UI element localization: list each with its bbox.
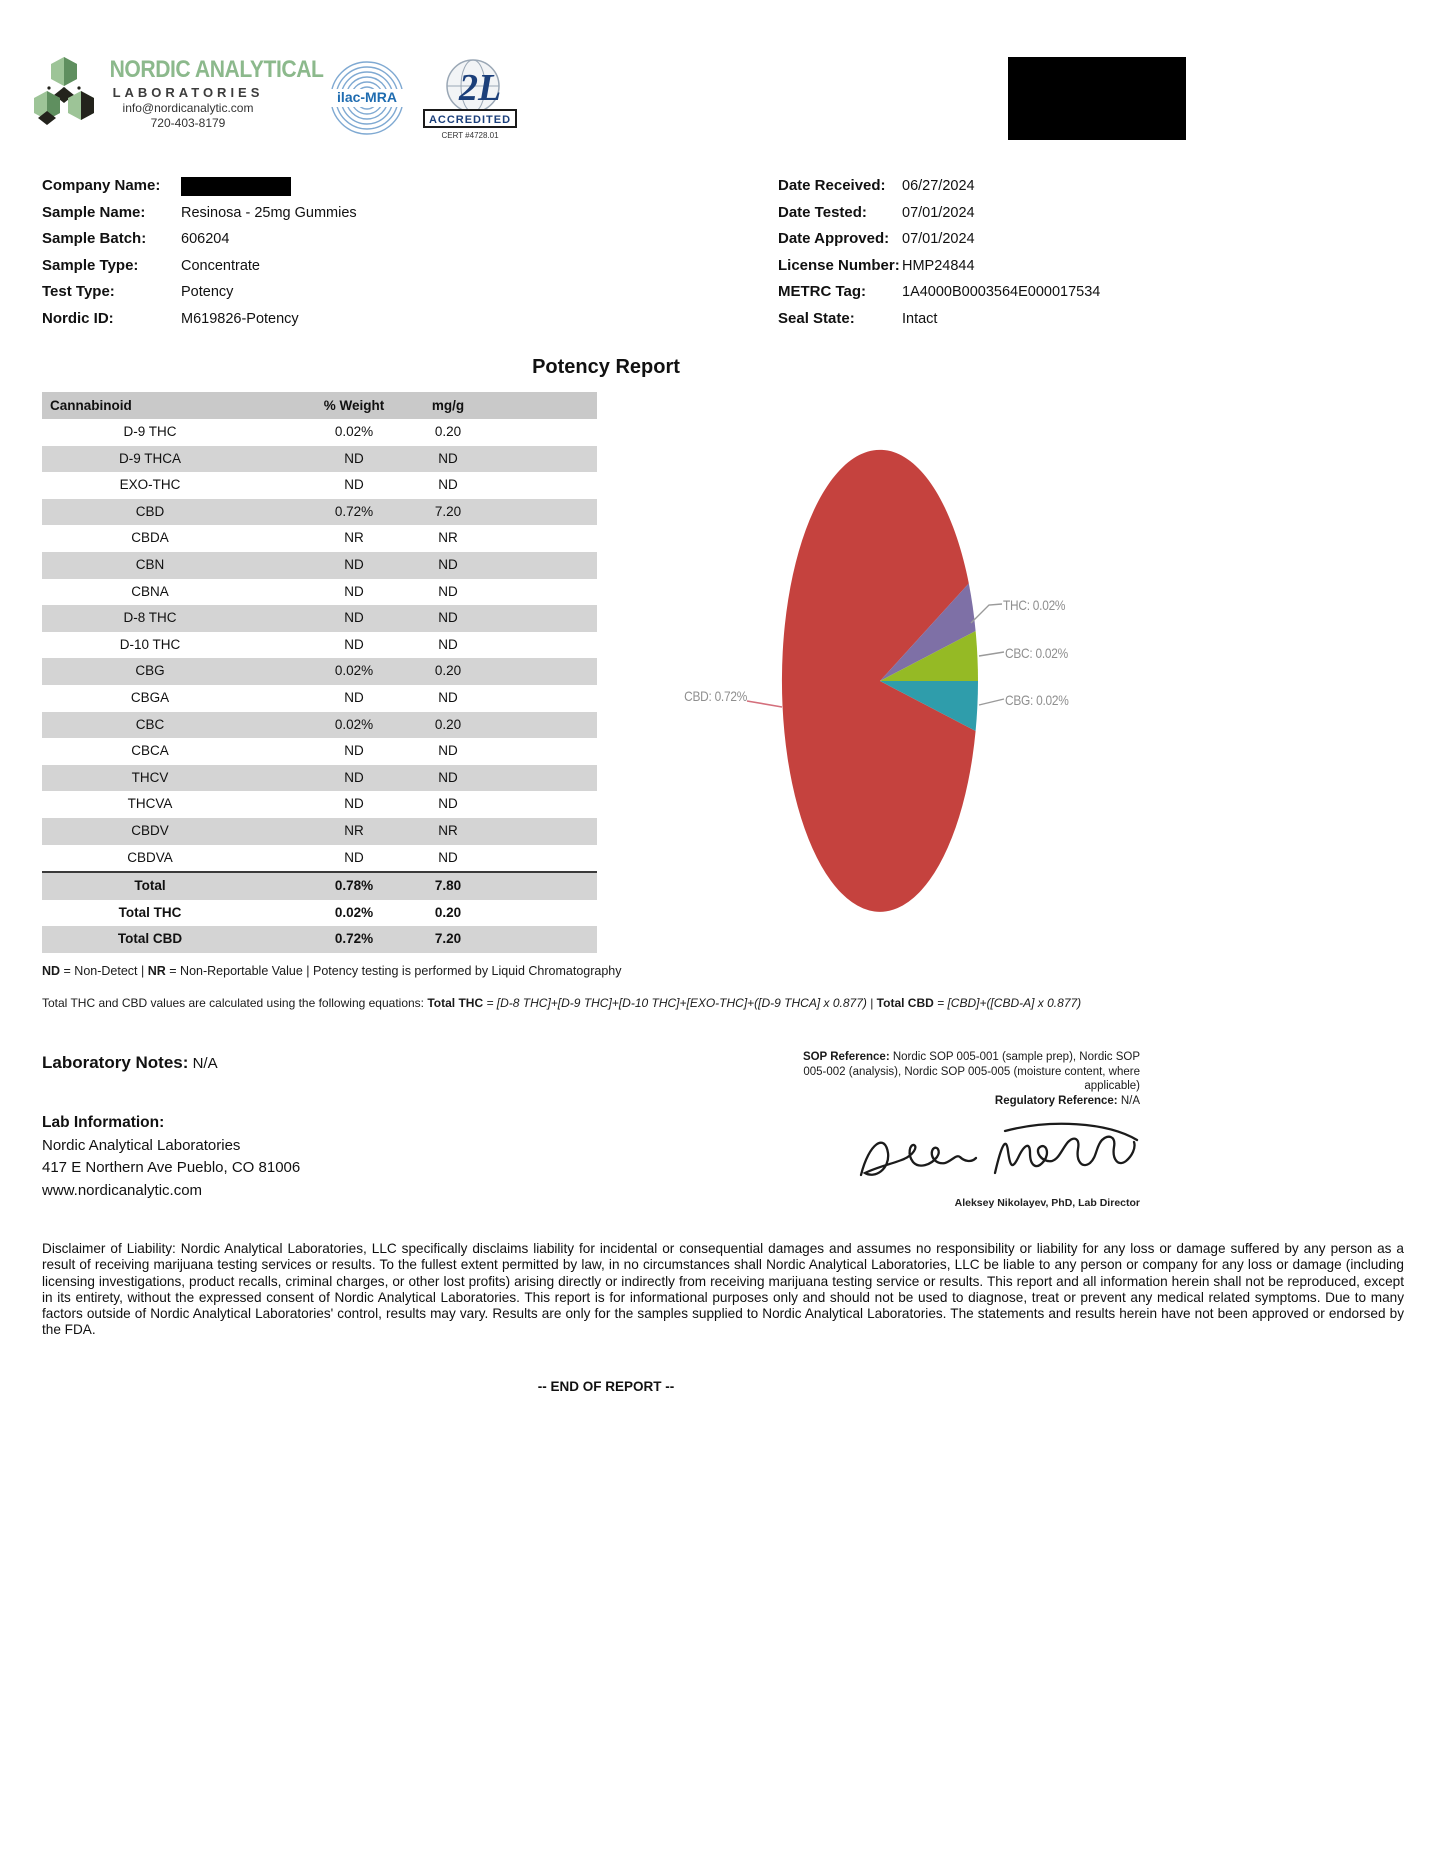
potency-table	[42, 392, 597, 953]
cannabinoid-name: Total CBD	[117, 931, 183, 947]
table-total-row	[42, 871, 597, 900]
cannabinoid-name: CBN	[135, 556, 165, 572]
mgg-value: ND	[438, 636, 458, 652]
lab-information	[42, 1112, 300, 1202]
table-row	[42, 419, 597, 446]
mgg-value: ND	[438, 450, 458, 466]
table-row	[42, 552, 597, 579]
info-label: Company Name:	[42, 177, 161, 194]
info-label: Date Tested:	[778, 203, 867, 221]
info-label: Date Received:	[778, 177, 886, 194]
mgg-value: 7.80	[434, 878, 462, 894]
mgg-value: ND	[438, 556, 458, 572]
equations-line: Total THC and CBD values are calculated using the following equations: Total THC = [D-8 THC]+[D-9 THC]+[D-10 THC]+[EXO-THC]+([D-9 THCA] x 0.877) | Total CBD = [CBD]+([CBD-A] x 0.877)	[42, 996, 1082, 1010]
table-row	[42, 685, 597, 712]
lab-website: www.nordicanalytic.com	[42, 1181, 203, 1199]
weight-value: 0.02%	[334, 424, 374, 439]
table-footnote: ND = Non-Detect | NR = Non-Reportable Value | Potency testing is performed by Liquid Chromatography	[42, 964, 622, 978]
info-label: License Number:	[778, 256, 900, 274]
weight-value: ND	[344, 636, 364, 652]
info-row	[42, 226, 662, 253]
laboratory-notes-value: N/A	[192, 1055, 218, 1072]
info-value: Potency	[181, 284, 234, 301]
table-total-row	[42, 926, 597, 953]
table-row	[42, 818, 597, 845]
pie-label-thc: THC: 0.02%	[1003, 597, 1066, 613]
mgg-value: 0.20	[434, 904, 462, 920]
table-row	[42, 446, 597, 473]
info-label: Seal State:	[778, 309, 855, 327]
info-row	[778, 200, 1418, 227]
weight-value: 0.72%	[334, 931, 374, 947]
sample-info-right	[778, 173, 1418, 333]
laboratory-notes	[42, 1053, 218, 1073]
cannabinoid-name: CBCA	[131, 743, 169, 759]
leader-line-cbc	[979, 652, 1004, 656]
table-total-row	[42, 900, 597, 927]
brand-email: info@nordicanalytic.com	[122, 101, 254, 115]
lab-director-caption: Aleksey Nikolayev, PhD, Lab Director	[954, 1197, 1140, 1209]
mgg-value: 0.20	[434, 663, 462, 679]
info-value: Intact	[902, 310, 938, 327]
mgg-value: ND	[438, 796, 458, 812]
cannabinoid-name: EXO-THC	[119, 477, 181, 493]
pie-label-cbd: CBD: 0.72%	[684, 688, 747, 704]
info-value: 07/01/2024	[902, 231, 975, 248]
pie-label-cbc: CBC: 0.02%	[1005, 645, 1068, 661]
cannabinoid-name: D-9 THCA	[118, 450, 181, 466]
mgg-value: ND	[438, 477, 458, 493]
weight-value: 0.02%	[334, 663, 374, 679]
weight-value: NR	[344, 530, 364, 546]
mgg-value: 0.20	[434, 424, 462, 439]
info-value: Concentrate	[181, 257, 260, 274]
cannabinoid-name: CBDV	[131, 822, 169, 838]
weight-value: ND	[344, 796, 364, 812]
weight-value: ND	[344, 450, 364, 466]
cannabinoid-name: CBDA	[131, 530, 169, 546]
info-value: M619826-Potency	[181, 310, 299, 327]
info-row	[42, 306, 662, 333]
info-row	[778, 279, 1418, 306]
end-of-report: -- END OF REPORT --	[537, 1379, 675, 1394]
weight-value: ND	[344, 743, 364, 759]
cannabinoid-name: CBD	[135, 503, 165, 519]
table-body	[42, 419, 597, 953]
info-row	[778, 306, 1418, 333]
cannabinoid-name: D-8 THC	[123, 610, 177, 626]
ilac-mra-logo	[328, 58, 406, 138]
weight-value: ND	[344, 556, 364, 572]
info-label: Test Type:	[42, 283, 115, 301]
weight-value: ND	[344, 769, 364, 785]
weight-value: 0.72%	[334, 503, 374, 519]
info-value: 1A4000B0003564E000017534	[902, 284, 1101, 301]
weight-value: NR	[344, 822, 364, 838]
info-row	[778, 253, 1418, 280]
redacted-company-name	[181, 177, 291, 196]
brand-name: NORDIC ANALYTICAL	[109, 56, 324, 83]
cannabinoid-name: Total THC	[118, 904, 182, 920]
weight-value: 0.78%	[334, 878, 374, 894]
cannabinoid-name: CBDVA	[127, 849, 173, 865]
brand-block	[95, 56, 324, 130]
laboratory-notes-label: Laboratory Notes:	[42, 1053, 189, 1072]
cannabinoid-name: CBG	[135, 663, 165, 679]
mgg-value: NR	[438, 530, 458, 546]
mgg-value: 7.20	[434, 503, 462, 519]
nr-abbr: NR	[147, 964, 166, 978]
regulatory-reference: Regulatory Reference: N/A	[994, 1094, 1140, 1107]
info-label: Sample Name:	[42, 203, 146, 221]
table-row	[42, 658, 597, 685]
info-label: METRC Tag:	[778, 283, 867, 301]
table-row	[42, 605, 597, 632]
mgg-value: 0.20	[434, 716, 462, 732]
mgg-value: 7.20	[434, 931, 462, 947]
lab-address: 417 E Northern Ave Pueblo, CO 81006	[42, 1159, 301, 1176]
accredited-text: ACCREDITED	[428, 114, 512, 126]
info-label: Date Approved:	[778, 230, 890, 248]
cannabinoid-name: CBC	[135, 716, 165, 732]
info-value: 06/27/2024	[902, 178, 975, 194]
info-value: Resinosa - 25mg Gummies	[181, 204, 357, 221]
a2la-mark: 2L	[459, 67, 502, 109]
redaction-box	[1008, 57, 1186, 140]
col-header-mgg: mg/g	[431, 398, 465, 413]
table-row	[42, 712, 597, 739]
sop-reference: SOP Reference: Nordic SOP 005-001 (sample prep), Nordic SOP 005-002 (analysis), Nordic SOP 005-005 (moisture content, where applicable)	[802, 1051, 1140, 1093]
brand-subtitle: LABORATORIES	[112, 85, 264, 100]
lab-information-heading: Lab Information:	[42, 1114, 165, 1131]
mgg-value: ND	[438, 610, 458, 626]
page-title: Potency Report	[532, 356, 680, 378]
cannabinoid-name: THCVA	[127, 796, 173, 812]
pie-label-cbg: CBG: 0.02%	[1005, 692, 1069, 708]
info-row	[42, 279, 662, 306]
mgg-value: ND	[438, 583, 458, 599]
nd-abbr: ND	[42, 964, 61, 978]
leader-line-cbd	[747, 701, 782, 707]
sample-info-left	[42, 173, 662, 333]
signature	[845, 1113, 1150, 1201]
table-row	[42, 632, 597, 659]
cannabinoid-name: Total	[134, 878, 166, 894]
cannabinoid-name: CBNA	[131, 583, 169, 599]
table-row	[42, 499, 597, 526]
disclaimer-text: Disclaimer of Liability: Nordic Analytical Laboratories, LLC specifically disclaims liability for incidental or consequential damages and assumes no responsibility or liability for any loss or damage suffered by any person as a result of receiving marijuana testing services or results. To the fullest extent permitted by law, in no circumstances shall Nordic Analytical Laboratories, LLC be liable to any person or company for any loss or damage (including licensing investigations, product recalls, criminal charges, or other lost profits) arising directly or indirectly from receiving marijuana testing service or results. This report and all information herein shall not be reproduced, except in its entirety, without the expressed consent of Nordic Analytical Laboratories. This report is for informational purposes only and should not be used to diagnose, treat or prevent any medical related symptoms. Due to many factors outside of Nordic Analytical Laboratories' control, results may vary. Results are only for the samples supplied to Nordic Analytical Laboratories. The statements and results herein have not been approved or endorsed by the FDA.	[42, 1241, 1404, 1338]
mgg-value: ND	[438, 743, 458, 759]
mgg-value: NR	[438, 822, 458, 838]
col-header-cannabinoid: Cannabinoid	[50, 398, 132, 413]
leader-line-thc	[971, 604, 1002, 623]
brand-phone: 720-403-8179	[150, 116, 226, 130]
table-row	[42, 579, 597, 606]
nordic-logo	[32, 53, 96, 127]
info-row	[42, 173, 662, 200]
weight-value: ND	[344, 689, 364, 705]
table-row	[42, 472, 597, 499]
info-row	[778, 173, 1418, 200]
table-row	[42, 765, 597, 792]
info-value: 07/01/2024	[902, 204, 975, 221]
mgg-value: ND	[438, 849, 458, 865]
weight-value: ND	[344, 849, 364, 865]
info-value: 606204	[181, 231, 230, 248]
info-row	[42, 200, 662, 227]
cannabinoid-name: D-9 THC	[123, 424, 177, 439]
ilac-mra-text: ilac-MRA	[337, 89, 397, 105]
table-row	[42, 791, 597, 818]
cannabinoid-name: D-10 THC	[119, 636, 181, 652]
weight-value: 0.02%	[334, 904, 374, 920]
pie-chart	[650, 420, 1210, 940]
mgg-value: ND	[438, 689, 458, 705]
info-label: Sample Type:	[42, 256, 139, 274]
leader-line-cbg	[979, 699, 1004, 705]
cannabinoid-name: CBGA	[130, 689, 170, 705]
col-header-weight: % Weight	[323, 398, 385, 413]
sop-reference-block	[782, 1050, 1140, 1108]
info-row	[42, 253, 662, 280]
cannabinoid-name: THCV	[131, 769, 169, 785]
weight-value: ND	[344, 583, 364, 599]
lab-name: Nordic Analytical Laboratories	[42, 1136, 241, 1154]
table-header-row	[42, 392, 597, 419]
info-value: HMP24844	[902, 257, 975, 274]
a2la-accredited-logo	[415, 56, 525, 144]
weight-value: ND	[344, 477, 364, 493]
weight-value: ND	[344, 610, 364, 626]
info-label: Nordic ID:	[42, 309, 114, 327]
table-row	[42, 525, 597, 552]
info-label: Sample Batch:	[42, 230, 147, 248]
table-row	[42, 738, 597, 765]
cert-number: CERT #4728.01	[441, 131, 499, 140]
mgg-value: ND	[438, 769, 458, 785]
weight-value: 0.02%	[334, 716, 374, 732]
table-row	[42, 845, 597, 872]
info-row	[778, 226, 1418, 253]
